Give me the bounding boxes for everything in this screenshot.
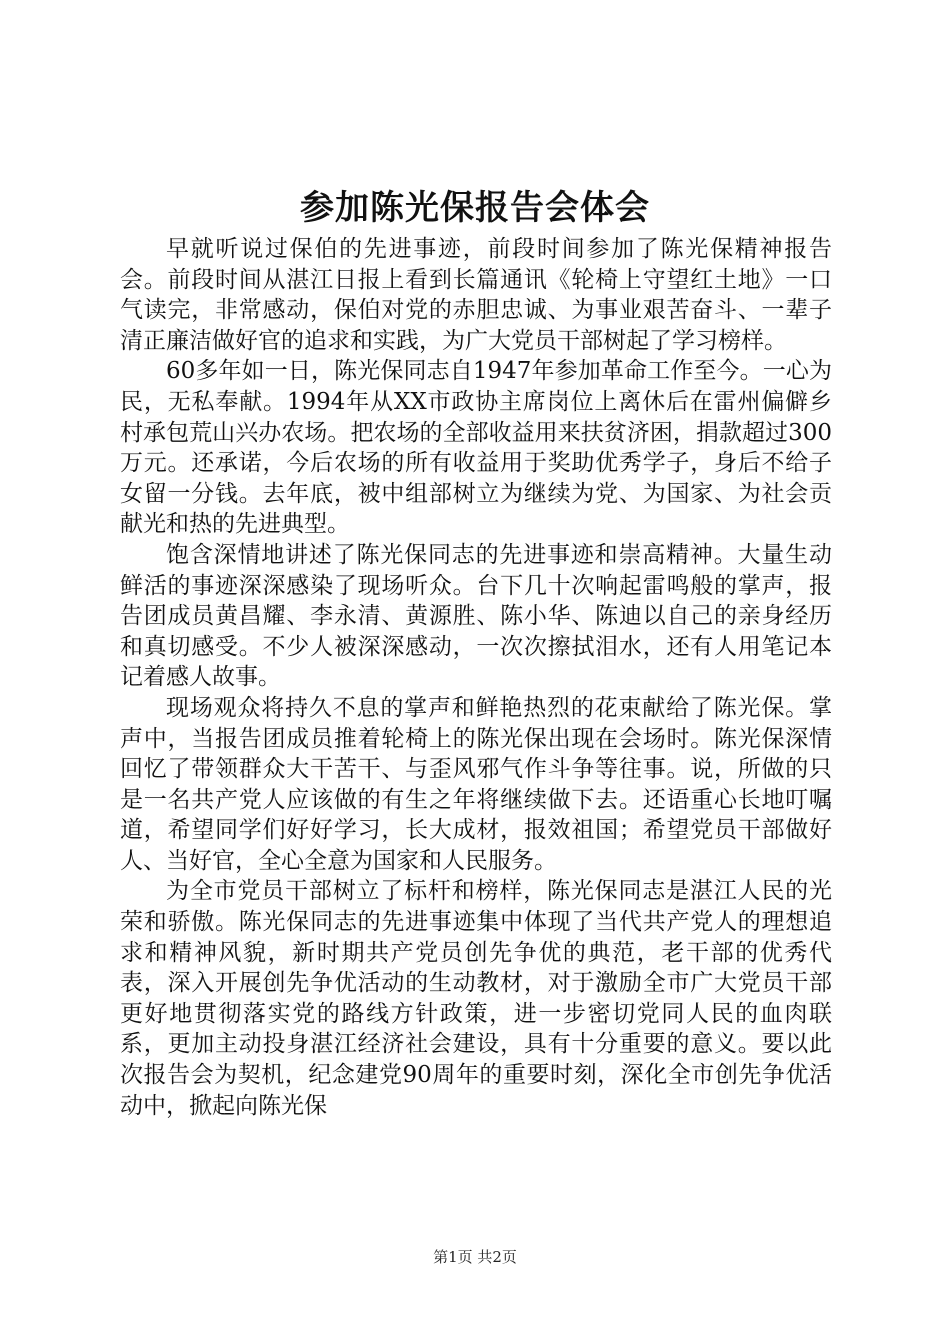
paragraph-2: 60多年如一日，陈光保同志自1947年参加革命工作至今。一心为民，无私奉献。1994年从XX市政协主席岗位上离休后在雷州偏僻乡村承包荒山兴办农场。把农场的全部收益用来扶贫济困，捐款超过300万元。还承诺，今后农场的所有收益用于奖助优秀学子，身后不给子女留一分钱。去年底，被中组部树立为继续为党、为国家、为社会贡献光和热的先进典型。 <box>120 358 832 538</box>
paragraph-5: 为全市党员干部树立了标杆和榜样，陈光保同志是湛江人民的光荣和骄傲。陈光保同志的先进事迹集中体现了当代共产党人的理想追求和精神风貌，新时期共产党员创先争优的典范，老干部的优秀代表，深入开展创先争优活动的生动教材，对于激励全市广大党员干部更好地贯彻落实党的路线方针政策，进一步密切党同人民的血肉联系，更加主动投身湛江经济社会建设，具有十分重要的意义。要以此次报告会为契机，纪念建党90周年的重要时刻，深化全市创先争优活动中，掀起向陈光保 <box>120 878 832 1119</box>
paragraph-4: 现场观众将持久不息的掌声和鲜艳热烈的花束献给了陈光保。掌声中，当报告团成员推着轮椅上的陈光保出现在会场时。陈光保深情回忆了带领群众大干苦干、与歪风邪气作斗争等往事。说，所做的只是一名共产党人应该做的有生之年将继续做下去。还语重心长地叮嘱道，希望同学们好好学习，长大成材，报效祖国；希望党员干部做好人、当好官，全心全意为国家和人民服务。 <box>120 694 832 874</box>
page-footer: 第1页 共2页 <box>433 1248 517 1266</box>
paragraph-1: 早就听说过保伯的先进事迹，前段时间参加了陈光保精神报告会。前段时间从湛江日报上看到长篇通讯《轮椅上守望红土地》一口气读完，非常感动，保伯对党的赤胆忠诚、为事业艰苦奋斗、一辈子清正廉洁做好官的追求和实践，为广大党员干部树起了学习榜样。 <box>120 236 832 354</box>
paragraph-3: 饱含深情地讲述了陈光保同志的先进事迹和崇高精神。大量生动鲜活的事迹深深感染了现场听众。台下几十次响起雷鸣般的掌声，报告团成员黄昌耀、李永清、黄源胜、陈小华、陈迪以自己的亲身经历和真切感受。不少人被深深感动，一次次擦拭泪水，还有人用笔记本记着感人故事。 <box>120 541 832 691</box>
document-body <box>120 234 832 1121</box>
document-title: 参加陈光保报告会体会 <box>300 188 650 228</box>
